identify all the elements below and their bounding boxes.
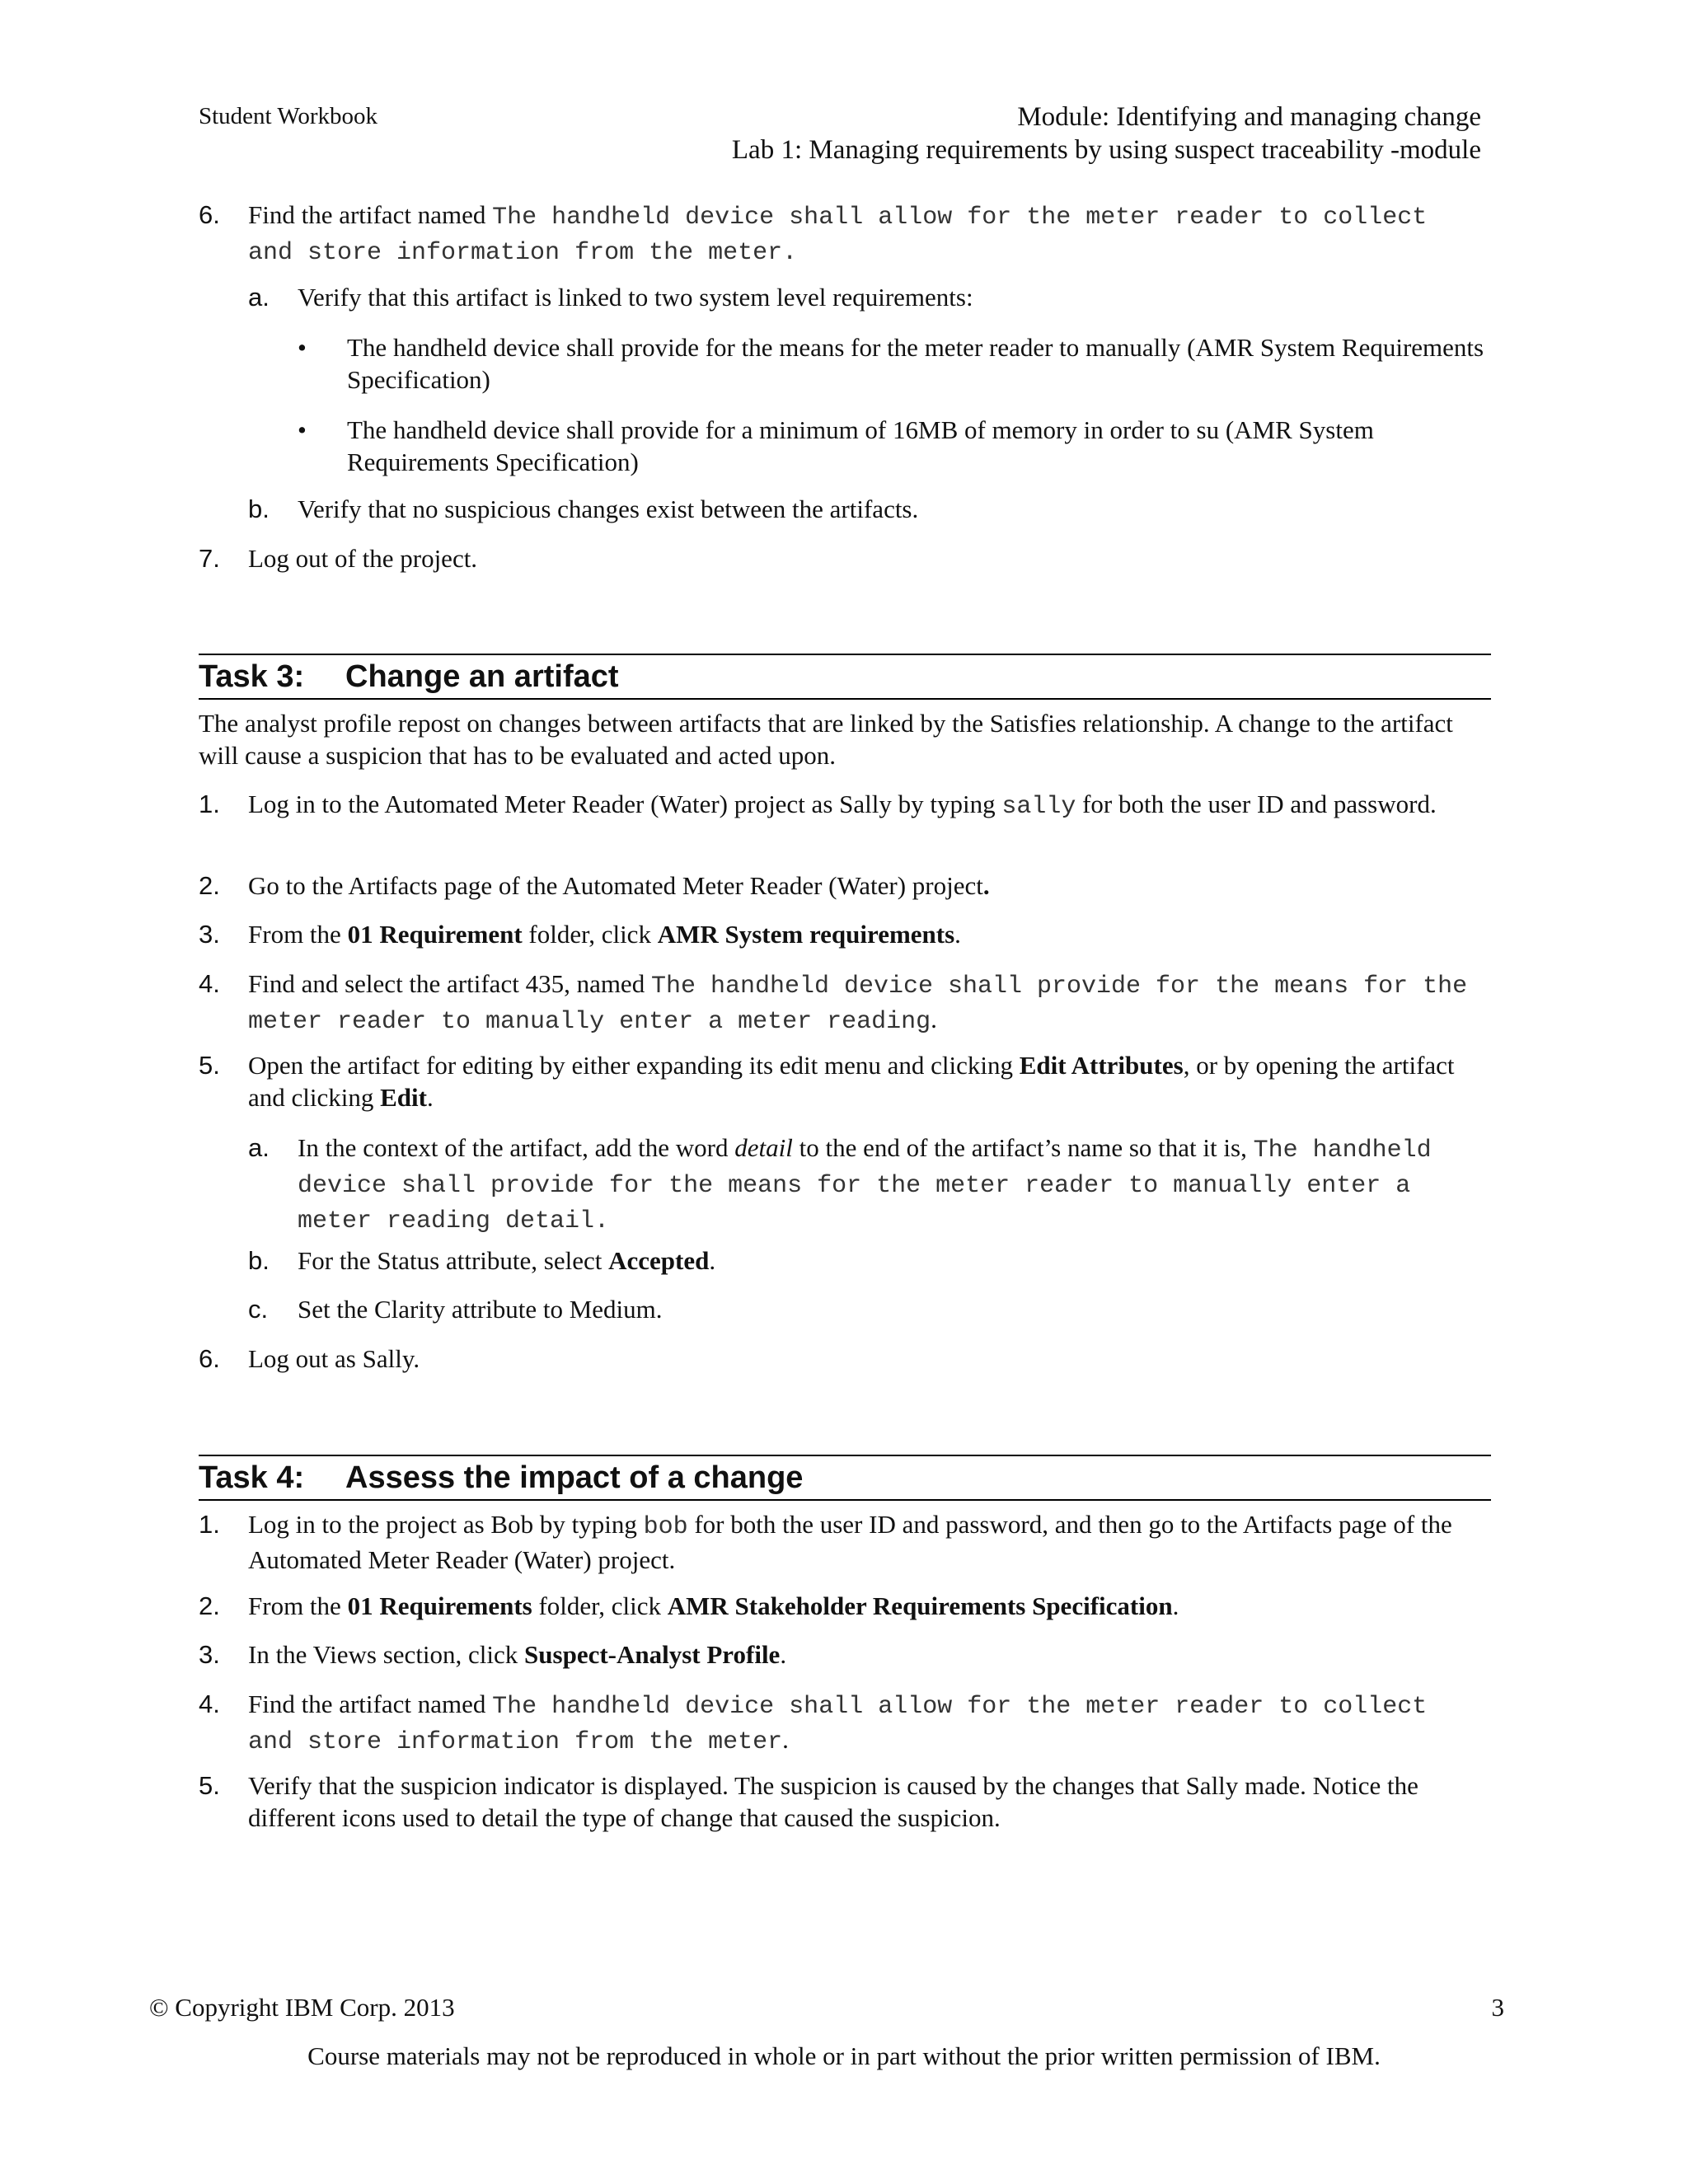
step-text: Find the artifact named (248, 200, 493, 229)
step-text: Log out of the project. (248, 544, 478, 573)
step-text: folder, click (522, 920, 658, 949)
step-text: Go to the Artifacts page of the Automated Meter Reader (Water) project (248, 871, 983, 900)
bullet-glyph: • (298, 415, 307, 444)
bullet-text: The handheld device shall provide for a minimum of 16MB of memory in order to su (AMR System Requirements Specification) (347, 415, 1374, 476)
substep-letter: c. (248, 1295, 269, 1324)
step-text: Log in to the project as Bob by typing (248, 1510, 644, 1539)
step-text: Log in to the Automated Meter Reader (Water) project as Sally by typing (248, 790, 1002, 818)
task-divider (199, 1455, 1491, 1456)
step-text: From the (248, 920, 348, 949)
step-text: . (931, 1005, 937, 1033)
copyright-notice: Course materials may not be reproduced in whole or in part without the prior written permission of IBM. (307, 2041, 1381, 2070)
step-text: . (426, 1083, 434, 1112)
step-text: for both the user ID and password. (1076, 790, 1437, 818)
step-number: 7. (199, 544, 220, 573)
step-7 (199, 542, 1484, 574)
step-text: . (782, 1725, 789, 1754)
step-text: . (954, 920, 961, 949)
step-text: for both the user ID and password, and then go to the Artifacts page of the Automated Meter Reader (Water) project. (248, 1510, 1452, 1574)
bold-text: . (982, 871, 990, 900)
step-text: Open the artifact for editing by either expanding its edit menu and clicking (248, 1051, 1020, 1080)
task3-step-1 (199, 788, 1484, 823)
task3-step-3 (199, 918, 1484, 950)
step-number: 3. (199, 920, 220, 949)
step-number: 4. (199, 1690, 220, 1718)
substep-text: Verify that this artifact is linked to two system level requirements: (298, 283, 973, 312)
artifact-name-code: The handheld device shall provide for the means for the meter reader to manually enter a meter reading detail. (298, 1137, 1432, 1235)
header-lab: Lab 1: Managing requirements by using suspect traceability -module (731, 135, 1481, 165)
task-divider (199, 1499, 1491, 1501)
task3-step-5b (248, 1244, 1484, 1277)
task-divider (199, 698, 1491, 700)
step-number: 2. (199, 1591, 220, 1620)
step-number: 6. (199, 200, 220, 229)
bullet-glyph: • (298, 333, 307, 362)
step-text: Find and select the artifact 435, named (248, 969, 651, 998)
copyright: © Copyright IBM Corp. 2013 (149, 1993, 455, 2022)
substep-text: In the context of the artifact, add the word (298, 1133, 735, 1162)
step-text: Verify that the suspicion indicator is displayed. The suspicion is caused by the changes that Sally made. Notice the different icons used to detail the type of change that caused the suspicion. (248, 1771, 1418, 1832)
substep-letter: b. (248, 494, 270, 523)
step-number: 6. (199, 1344, 220, 1373)
bullet-item (298, 414, 1484, 478)
task3-step-2 (199, 869, 1484, 902)
module-name: AMR Stakeholder Requirements Specification (667, 1591, 1173, 1620)
folder-name: 01 Requirement (347, 920, 523, 949)
step-number: 1. (199, 1510, 220, 1539)
artifact-name-code: The handheld device shall provide for the means for the meter reader to manually enter a meter reading (248, 972, 1468, 1036)
task4-step-5 (199, 1769, 1484, 1834)
step-text: . (1172, 1591, 1179, 1620)
task3-step-5c (248, 1293, 1484, 1325)
artifact-name-code: The handheld device shall allow for the meter reader to collect and store information from the meter. (248, 204, 1428, 267)
task4-step-4 (199, 1688, 1484, 1759)
task-divider (199, 654, 1491, 655)
step-number: 5. (199, 1771, 220, 1800)
step-number: 3. (199, 1640, 220, 1669)
task-4-heading (199, 1460, 803, 1496)
task4-step-3 (199, 1638, 1484, 1671)
task-3-intro: The analyst profile repost on changes between artifacts that are linked by the Satisfies relationship. A change to the artifact will cause a suspicion that has to be evaluated and acted upon. (199, 709, 1453, 770)
step-6a (248, 281, 1484, 313)
step-text: Find the artifact named (248, 1690, 493, 1718)
button-name: Edit (380, 1083, 427, 1112)
user-id-code: bob (643, 1513, 688, 1541)
task4-step-1 (199, 1508, 1484, 1576)
status-value: Accepted (608, 1246, 710, 1275)
view-name: Suspect-Analyst Profile (524, 1640, 781, 1669)
task4-step-2 (199, 1590, 1484, 1622)
header-right (732, 101, 1481, 166)
step-text: folder, click (532, 1591, 668, 1620)
substep-text: to the end of the artifact’s name so that it is, (792, 1133, 1254, 1162)
module-name: AMR System requirements (657, 920, 955, 949)
step-6 (199, 199, 1484, 269)
step-6b (248, 493, 1484, 525)
task-title: Assess the impact of a change (345, 1460, 804, 1495)
substep-letter: b. (248, 1246, 270, 1275)
task3-step-5a (248, 1132, 1484, 1238)
step-text: . (780, 1640, 787, 1669)
substep-letter: a. (248, 283, 270, 312)
step-number: 4. (199, 969, 220, 998)
task-label: Task 3: (199, 659, 305, 694)
substep-text: Verify that no suspicious changes exist between the artifacts. (298, 494, 919, 523)
task-label: Task 4: (199, 1460, 305, 1495)
menu-item-name: Edit Attributes (1019, 1051, 1184, 1080)
step-text: Log out as Sally. (248, 1344, 420, 1373)
task-title: Change an artifact (345, 659, 619, 694)
step-number: 5. (199, 1051, 220, 1080)
header-left: Student Workbook (199, 103, 378, 129)
italic-word: detail (734, 1133, 793, 1162)
step-text: In the Views section, click (248, 1640, 525, 1669)
substep-text: For the Status attribute, select (298, 1246, 609, 1275)
bullet-text: The handheld device shall provide for the means for the meter reader to manually (AMR System Requirements Specification) (347, 333, 1484, 394)
step-number: 2. (199, 871, 220, 900)
step-text: From the (248, 1591, 348, 1620)
task-3-heading (199, 658, 619, 695)
user-id-code: sally (1001, 793, 1076, 821)
task3-step-4 (199, 968, 1484, 1038)
artifact-name-code: The handheld device shall allow for the meter reader to collect and store information from the meter (248, 1693, 1428, 1756)
substep-text: Set the Clarity attribute to Medium. (298, 1295, 663, 1324)
task3-step-5 (199, 1049, 1484, 1113)
page-number: 3 (1491, 1993, 1504, 2022)
substep-text: . (709, 1246, 716, 1275)
step-number: 1. (199, 790, 220, 818)
bullet-item (298, 331, 1484, 396)
header-module: Module: Identifying and managing change (1017, 102, 1481, 132)
substep-letter: a. (248, 1133, 270, 1162)
folder-name: 01 Requirements (347, 1591, 532, 1620)
task3-step-6 (199, 1343, 1484, 1375)
step-text: , or by opening the artifact and clicking (248, 1051, 1455, 1112)
